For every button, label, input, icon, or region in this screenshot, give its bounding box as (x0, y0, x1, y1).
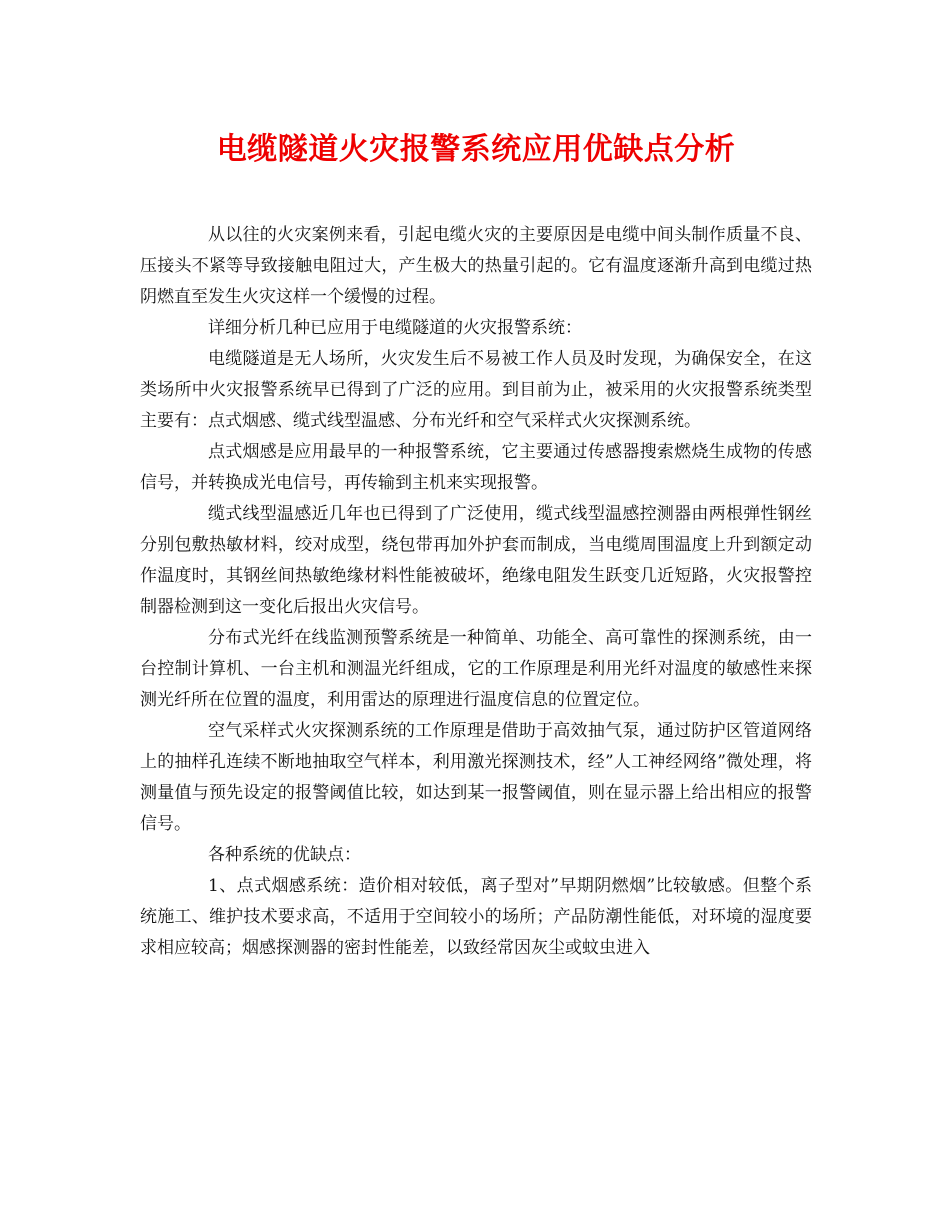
paragraph-point-smoke-pros-cons: 1、点式烟感系统：造价相对较低，离子型对”早期阴燃烟”比较敏感。但整个系统施工、维护技术要求高，不适用于空间较小的场所；产品防潮性能低，对环境的湿度要求相应较高；烟感探测器的密封性能差，以致经常因灰尘或蚊虫进入 (140, 876, 812, 958)
paragraph-air-sampling: 空气采样式火灾探测系统的工作原理是借助于高效抽气泵，通过防护区管道网络上的抽样孔连续不断地抽取空气样本，利用激光探测技术，经”人工神经网络”微处理，将测量值与预先设定的报警阈值比较，如达到某一报警阈值，则在显示器上给出相应的报警信号。 (140, 721, 812, 834)
paragraph-linear-heat: 缆式线型温感近几年也已得到了广泛使用，缆式线型温感控测器由两根弹性钢丝分别包敷热敏材料，绞对成型，绕包带再加外护套而制成，当电缆周围温度上升到额定动作温度时，其钢丝间热敏绝缘材料性能被破坏，绝缘电阻发生跃变几近短路，火灾报警控制器检测到这一变化后报出火灾信号。 (140, 504, 812, 617)
paragraph-intro: 从以往的火灾案例来看，引起电缆火灾的主要原因是电缆中间头制作质量不良、压接头不紧等导致接触电阻过大，产生极大的热量引起的。它有温度逐渐升高到电缆过热阴燃直至发生火灾这样一个缓慢的过程。 (140, 225, 812, 307)
paragraph-analysis-lead: 详细分析几种已应用于电缆隧道的火灾报警系统： (208, 318, 582, 338)
paragraph-pros-cons-lead: 各种系统的优缺点： (208, 845, 361, 865)
paragraph-distributed-fiber: 分布式光纤在线监测预警系统是一种简单、功能全、高可靠性的探测系统，由一台控制计算机、一台主机和测温光纤组成，它的工作原理是利用光纤对温度的敏感性来探测光纤所在位置的温度，利用雷达的原理进行温度信息的位置定位。 (140, 628, 812, 710)
paragraph-tunnel-overview: 电缆隧道是无人场所，火灾发生后不易被工作人员及时发现，为确保安全，在这类场所中火灾报警系统早已得到了广泛的应用。到目前为止，被采用的火灾报警系统类型主要有：点式烟感、缆式线型温感、分布光纤和空气采样式火灾探测系统。 (140, 349, 812, 431)
document-title: 电缆隧道火灾报警系统应用优缺点分析 (216, 132, 736, 167)
paragraph-point-smoke: 点式烟感是应用最早的一种报警系统，它主要通过传感器搜索燃烧生成物的传感信号，并转换成光电信号，再传输到主机来实现报警。 (140, 442, 812, 493)
